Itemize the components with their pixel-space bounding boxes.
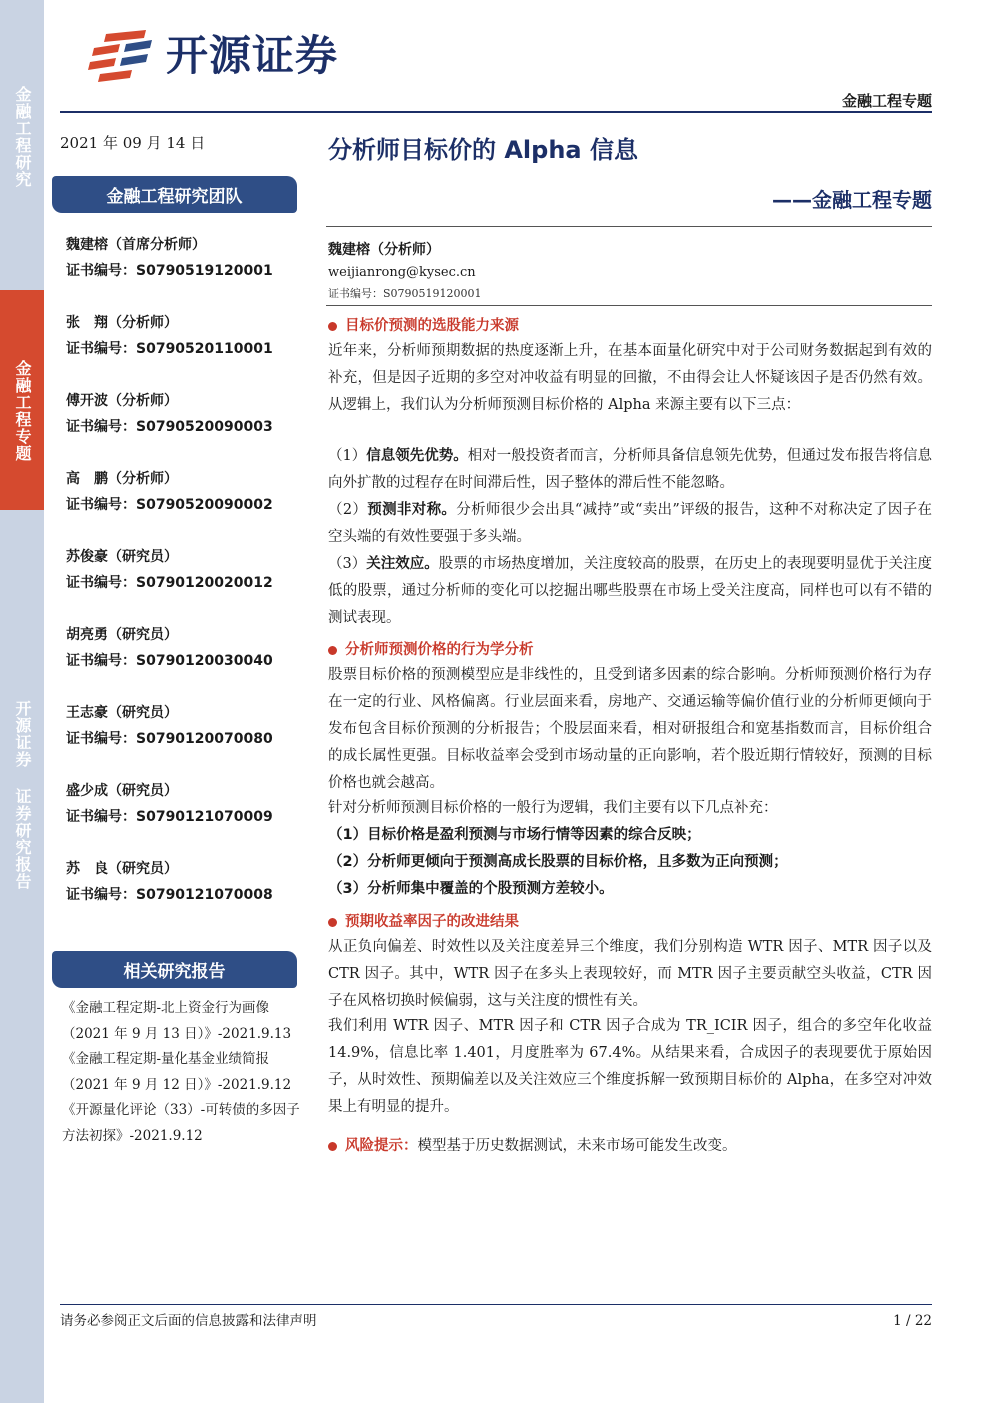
section-paragraph: （3）关注效应。股票的市场热度增加，关注度较高的股票，在历史上的表现要明显优于关注度低的股票，通过分析师的变化可以挖掘出哪些股票在市场上受关注度高，同样也可以有不错的测试表现。 [328, 556, 933, 626]
analyst-entry [66, 547, 273, 593]
logo-mark-icon [86, 28, 156, 84]
header-divider [60, 111, 932, 113]
section-paragraph: 股票目标价格的预测模型应是非线性的，且受到诸多因素的综合影响。分析师预测价格行为存在一定的行业、风格偏离。行业层面来看，房地产、交通运输等偏价值行业的分析师更倾向于发布包含目标价预测的分析报告；个股层面来看，相对研报组合和宽基指数而言，目标价组合的成长属性更强。目标收益率会受到市场动量的正向影响，若个股近期行情较好，预测的目标价格也就会越高。 [328, 667, 932, 791]
side-label-research: 金融工程研究 [13, 86, 32, 188]
risk-warning [328, 1135, 737, 1157]
analyst-name: 王志豪（研究员） [66, 705, 178, 721]
author-email[interactable]: weijianrong@kysec.cn [328, 265, 476, 280]
team-title-box [52, 176, 297, 213]
report-subtitle: ——金融工程专题 [772, 188, 932, 212]
risk-label: 风险提示： [345, 1138, 418, 1154]
section-paragraph: 我们利用 WTR 因子、MTR 因子和 CTR 因子合成为 TR_ICIR 因子，组合的多空年化收益 14.9%，信息比率 1.401，月度胜率为 67.4%。从结果来看，合成因子的表现要优于原始因子，从时效性、预期偏差以及关注效应三个维度拆解一致预期目标价的 Alpha，在多空对冲效果上有明显的提升。 [328, 1018, 932, 1115]
analyst-cert: 证书编号：S0790519120001 [66, 263, 273, 279]
analyst-entry [66, 859, 273, 905]
analyst-name: 胡亮勇（研究员） [66, 627, 178, 643]
analyst-name: 张 翔（分析师） [66, 315, 178, 331]
related-report-link[interactable]: 《金融工程定期-量化基金业绩简报（2021 年 9 月 12 日）》-2021.9.12 [62, 1051, 292, 1093]
section-paragraph: 近年来，分析师预期数据的热度逐渐上升，在基本面量化研究中对于公司财务数据起到有效的补充，但是因子近期的多空对冲收益有明显的回撤，不由得会让人怀疑该因子是否仍然有效。从逻辑上，我们认为分析师预测目标价格的 Alpha 来源主要有以下三点： [328, 343, 932, 413]
section-paragraph: 针对分析师预测目标价格的一般行为逻辑，我们主要有以下几点补充： [328, 800, 778, 816]
analyst-cert: 证书编号：S0790520110001 [66, 341, 273, 357]
bold-list-item: （1）目标价格是盈利预测与市场行情等因素的综合反映； [328, 827, 701, 843]
analyst-cert: 证书编号：S0790120020012 [66, 575, 273, 591]
team-title: 金融工程研究团队 [106, 187, 243, 207]
analyst-name: 高 鹏（分析师） [66, 471, 178, 487]
section-paragraph: （1）信息领先优势。相对一般投资者而言，分析师具备信息领先优势，但通过发布报告将信息向外扩散的过程存在时间滞后性，因子整体的滞后性不能忽略。 [328, 448, 932, 491]
analyst-cert: 证书编号：S0790520090003 [66, 419, 273, 435]
related-report-link[interactable]: 《开源量化评论（33）-可转债的多因子方法初探》-2021.9.12 [62, 1102, 300, 1144]
related-reports-title: 相关研究报告 [123, 962, 226, 982]
analyst-entry [66, 625, 273, 671]
bold-list-item: （3）分析师集中覆盖的个股预测方差较小。 [328, 881, 614, 897]
analyst-entry [66, 313, 273, 359]
section-heading: 分析师预测价格的行为学分析 [328, 640, 534, 660]
bold-list-item: （2）分析师更倾向于预测高成长股票的目标价格，且多数为正向预测； [328, 854, 788, 870]
report-title: 分析师目标价的 Alpha 信息 [328, 136, 638, 164]
section-paragraph: （2）预测非对称。分析师很少会出具“减持”或“卖出”评级的报告，这种不对称决定了因子在空头端的有效性要强于多头端。 [328, 502, 932, 545]
title-divider [326, 226, 932, 227]
author-name: 魏建榕（分析师） [328, 242, 440, 258]
analyst-cert: 证书编号：S0790520090002 [66, 497, 273, 513]
analyst-entry [66, 703, 273, 749]
analyst-cert: 证书编号：S0790120070080 [66, 731, 273, 747]
section-heading: 预期收益率因子的改进结果 [328, 912, 519, 932]
report-date: 2021 年 09 月 14 日 [60, 134, 206, 152]
analyst-name: 苏 良（研究员） [66, 861, 178, 877]
side-label-brand: 开源证券 证券研究报告 [13, 700, 32, 890]
section-paragraph: 从正负向偏差、时效性以及关注度差异三个维度，我们分别构造 WTR 因子、MTR 因子以及 CTR 因子。其中，WTR 因子在多头上表现较好，而 MTR 因子主要贡献空头收益，CTR 因子在风格切换时候偏弱，这与关注度的惯性有关。 [328, 939, 932, 1009]
analyst-entry [66, 391, 273, 437]
section-heading: 目标价预测的选股能力来源 [328, 316, 519, 336]
author-divider [326, 305, 932, 306]
analyst-cert: 证书编号：S0790121070009 [66, 809, 273, 825]
analyst-name: 盛少成（研究员） [66, 783, 178, 799]
related-reports-box [52, 951, 297, 988]
analyst-name: 苏俊豪（研究员） [66, 549, 178, 565]
analyst-entry [66, 469, 273, 515]
analyst-cert: 证书编号：S0790120030040 [66, 653, 273, 669]
analyst-name: 魏建榕（首席分析师） [66, 237, 206, 253]
bullet-dot-icon [328, 322, 337, 331]
related-report-link[interactable]: 《金融工程定期-北上资金行为画像（2021 年 9 月 13 日）》-2021.9.13 [62, 1000, 292, 1042]
footer-divider [60, 1304, 932, 1305]
side-strip [0, 0, 44, 1403]
bullet-dot-icon [328, 1142, 337, 1151]
page-number: 1 / 22 [893, 1313, 932, 1329]
analyst-name: 傅开波（分析师） [66, 393, 178, 409]
analyst-entry [66, 235, 273, 281]
header-tag: 金融工程专题 [841, 92, 932, 110]
footer-disclaimer: 请务必参阅正文后面的信息披露和法律声明 [60, 1313, 317, 1329]
side-label-topic: 金融工程专题 [0, 290, 44, 510]
bullet-dot-icon [328, 918, 337, 927]
analyst-entry [66, 781, 273, 827]
company-logo [86, 28, 338, 84]
logo-text: 开源证券 [166, 31, 339, 80]
related-reports-list [62, 996, 308, 1149]
risk-text: 模型基于历史数据测试，未来市场可能发生改变。 [417, 1138, 737, 1154]
bullet-dot-icon [328, 646, 337, 655]
author-cert: 证书编号：S0790519120001 [328, 287, 482, 300]
section-bold-list [328, 822, 932, 903]
analyst-cert: 证书编号：S0790121070008 [66, 887, 273, 903]
